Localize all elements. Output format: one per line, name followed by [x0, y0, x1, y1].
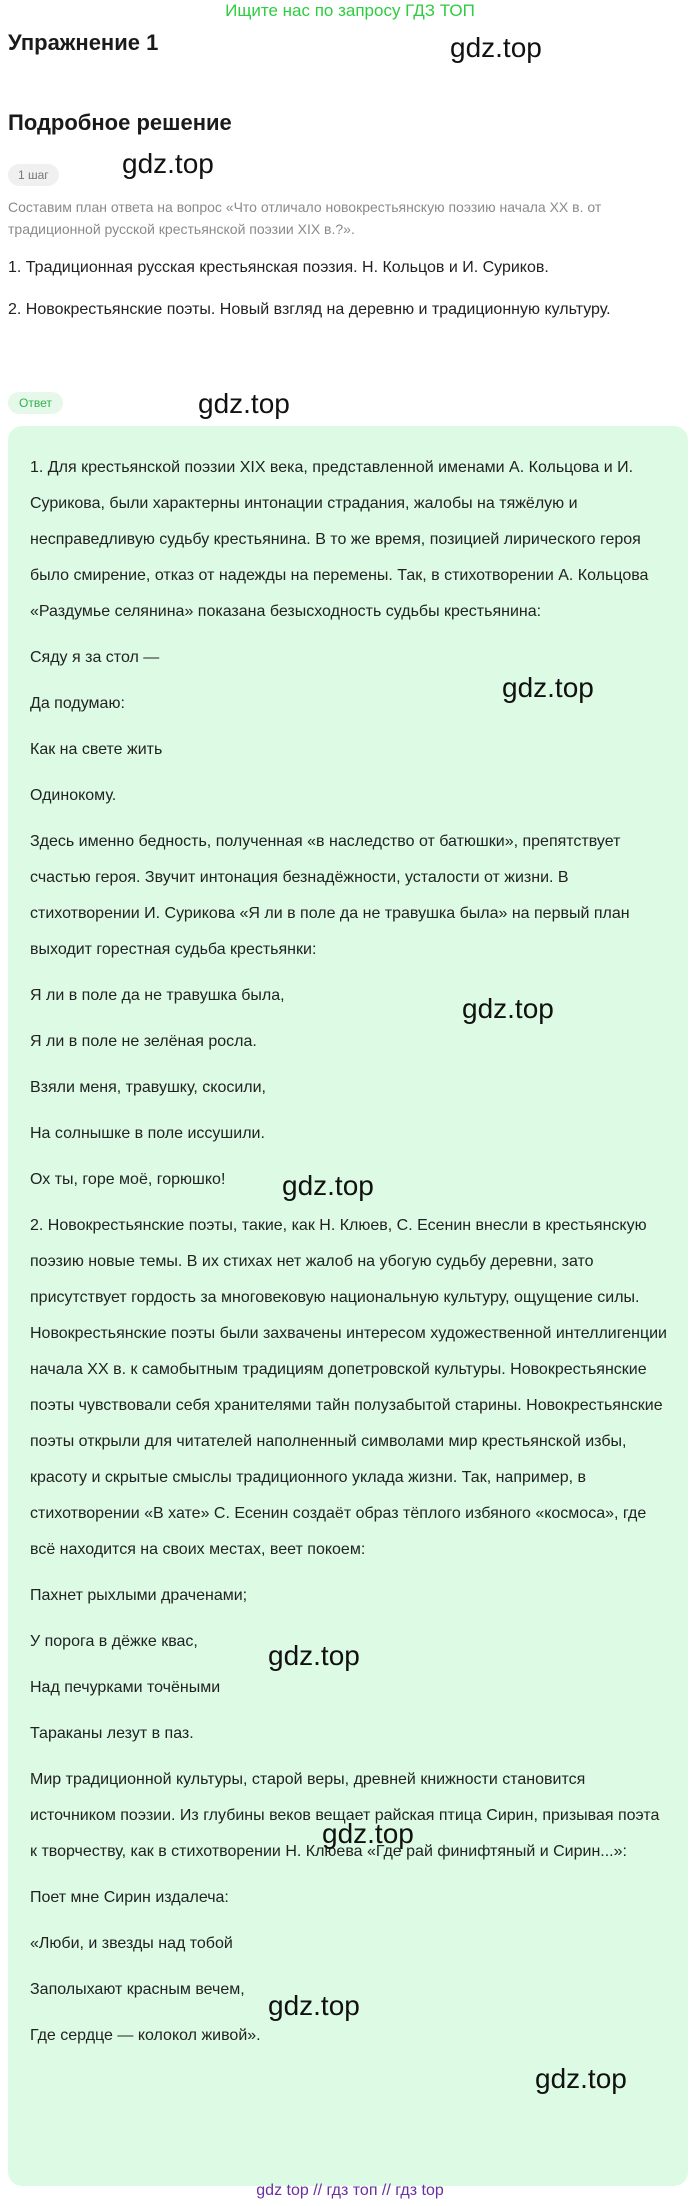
solution-heading: Подробное решение	[8, 110, 232, 135]
poem-line: Сяду я за стол —	[30, 649, 160, 666]
plan-item-2: 2. Новокрестьянские поэты. Новый взгляд на деревню и традиционную культуру.	[8, 301, 611, 318]
step-badge: 1 шаг	[8, 164, 59, 186]
poem-line: Над печурками точёными	[30, 1679, 221, 1696]
answer-paragraph: Здесь именно бедность, полученная «в наследство от батюшки», препятствует счастью героя. Звучит интонация безнадёжности, усталости от жизни. В стихотворении И. Сурикова «Я ли в поле да не травушка была» на первый план выходит горестная судьба крестьянки:	[30, 833, 630, 958]
poem-line: Я ли в поле да не травушка была,	[30, 987, 285, 1004]
poem-line: «Люби, и звезды над тобой	[30, 1935, 233, 1952]
answer-paragraph: 1. Для крестьянской поэзии XIX века, представленной именами А. Кольцова и И. Сурикова, были характерны интонации страдания, жалобы на тяжёлую и несправедливую судьбу крестьянина. В то же время, позицией лирического героя было смирение, отказ от надежды на перемены. Так, в стихотворении А. Кольцова «Раздумье селянина» показана безысходность судьбы крестьянина:	[30, 459, 649, 620]
poem-line: У порога в дёжке квас,	[30, 1633, 198, 1650]
plan-item-1: 1. Традиционная русская крестьянская поэзия. Н. Кольцов и И. Суриков.	[8, 259, 549, 276]
answer-badge: Ответ	[8, 392, 63, 414]
watermark: gdz.top	[462, 993, 554, 1024]
watermark: gdz.top	[322, 1818, 414, 1849]
watermark: gdz.top	[198, 388, 290, 419]
poem-line: Как на свете жить	[30, 741, 163, 758]
watermark: gdz.top	[535, 2063, 627, 2094]
promo-banner[interactable]: Ищите нас по запросу ГДЗ ТОП	[225, 1, 475, 20]
watermark: gdz.top	[282, 1170, 374, 1201]
watermark: gdz.top	[450, 32, 542, 63]
poem-line: Где сердце — колокол живой».	[30, 2027, 261, 2044]
poem-line: Поет мне Сирин издалеча:	[30, 1889, 229, 1906]
exercise-title: Упражнение 1	[8, 30, 159, 55]
poem-line: На солнышке в поле иссушили.	[30, 1125, 265, 1142]
plan-intro: Составим план ответа на вопрос «Что отличало новокрестьянскую поэзию начала XX в. от традиционной русской крестьянской поэзии XIX в.?».	[8, 199, 602, 237]
poem-line: Пахнет рыхлыми драченами;	[30, 1587, 248, 1604]
poem-line: Заполыхают красным вечем,	[30, 1981, 245, 1998]
poem-line: Тараканы лезут в паз.	[30, 1725, 194, 1742]
watermark: gdz.top	[268, 1640, 360, 1671]
poem-line: Да подумаю:	[30, 695, 125, 712]
watermark: gdz.top	[502, 672, 594, 703]
watermark: gdz.top	[268, 1990, 360, 2021]
footer-links[interactable]: gdz top // гдз топ // гдз top	[256, 2182, 444, 2199]
answer-paragraph: 2. Новокрестьянские поэты, такие, как Н. Клюев, С. Есенин внесли в крестьянскую поэзию новые темы. В их стихах нет жалоб на убогую судьбу деревни, зато присутствует гордость за многовековую национальную культуру, ощущение силы. Новокрестьянские поэты были захвачены интересом художественной интеллигенции начала XX в. к самобытным традициям допетровской культуры. Новокрестьянские поэты чувствовали себя хранителями тайн полузабытой старины. Новокрестьянские поэты открыли для читателей наполненный символами мир крестьянской избы, красоту и скрытые смыслы традиционного уклада жизни. Так, например, в стихотворении «В хате» С. Есенин создаёт образ тёплого избяного «космоса», где всё находится на своих местах, веет покоем:	[30, 1217, 667, 1558]
answer-paragraph: Мир традиционной культуры, старой веры, древней книжности становится источником поэзии. Из глубины веков вещает райская птица Сирин, призывая поэта к творчеству, как в стихотворении Н. Клюева «Где рай финифтяный и Сирин...»:	[30, 1771, 660, 1860]
poem-line: Одинокому.	[30, 787, 117, 804]
poem-line: Я ли в поле не зелёная росла.	[30, 1033, 257, 1050]
watermark: gdz.top	[122, 148, 214, 179]
poem-line: Ох ты, горе моё, горюшко!	[30, 1171, 226, 1188]
poem-line: Взяли меня, травушку, скосили,	[30, 1079, 266, 1096]
